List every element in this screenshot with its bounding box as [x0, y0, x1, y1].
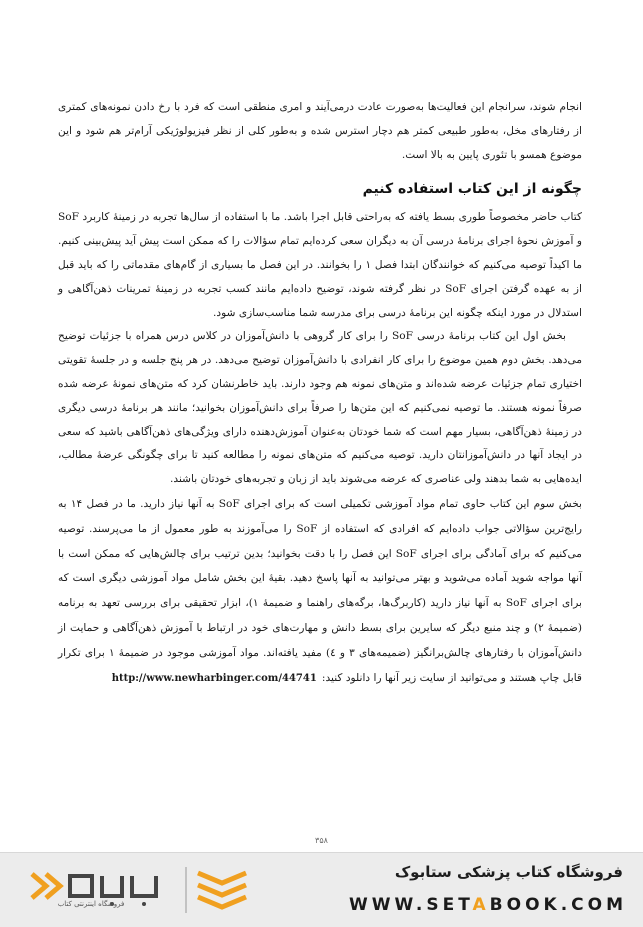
logo-tagline: فروشگاه اینترنتی کتاب: [57, 900, 125, 908]
page-content: [58, 96, 582, 690]
paragraph-part-three: بخش سوم این کتاب حاوی تمام مواد آموزشی تکمیلی است که برای اجرای SoF به آنها نیاز دارید. ما در فصل ۱۴ به رایج‌ترین سؤالاتی جواب داده‌ایم که افرادی که استفاده از SoF را می‌آموزند به طور معمول از ما می‌پرسند. توصیه می‌کنیم که برای آمادگی برای اجرای SoF این فصل را با دقت بخوانید؛ بدین ترتیب برای چالش‌هایی که ممکن است با آنها مواجه شوید آماده می‌شوید و بهتر می‌توانید به آنها پاسخ دهید. بقیهٔ این بخش شامل مواد آموزشی دیگری است که برای اجرای SoF به آنها نیاز دارید (کاربرگ‌ها، برگه‌های راهنما و ضمیمهٔ ۱)، ابزار تحقیقی برای بررسی تعهد به برنامه (ضمیمهٔ ۲) و چند منبع دیگر که سایرین برای بسط دانش و مهارت‌های خود در ارتباط با آموزش ذهن‌آگاهی و حمایت از دانش‌آموزان با رفتارهای چالش‌برانگیز (ضمیمه‌های ۳ و ٤) مفید یافته‌اند. مواد آموزشی موجود در ضمیمهٔ ۱ برای تکرار قابل چاپ هستند و می‌توانید از سایت زیر آنها را دانلود کنید:: [58, 497, 582, 684]
section-heading: چگونه از این کتاب استفاده کنیم: [362, 181, 582, 198]
store-url[interactable]: [349, 895, 627, 915]
page-number: ۳۵۸: [315, 836, 328, 845]
intro-paragraph: انجام شوند، سرانجام این فعالیت‌ها به‌صورت عادت درمی‌آیند و امری منطقی است که فرد با رخ دادن نمونه‌های کمتری از رفتارهای مخل، به‌طور طبیعی کمتر هم دچار استرس شده و به‌طور کلی از نظر فیزیولوژیکی آرام‌تر هم شود و این موضوع همسو با تئوری پایین به بالا است.: [58, 101, 582, 161]
store-footer-banner: [0, 852, 643, 927]
store-name: فروشگاه کتاب پزشکی ستابوک: [394, 863, 623, 881]
store-url-accent: A: [472, 895, 490, 915]
store-url-part-1: WWW.SET: [349, 895, 473, 915]
download-link[interactable]: http://www.newharbinger.com/44741: [111, 672, 317, 684]
paragraph-how-to-use: کتاب حاضر مخصوصاً طوری بسط یافته که به‌راحتی قابل اجرا باشد. ما با استفاده از سال‌ها تجربه در زمینهٔ کاربرد SoF و آموزش نحوهٔ اجرای برنامهٔ درسی آن به دیگران سعی کرده‌ایم تمام سؤالات را که ممکن است پیش آید پیش‌بینی کنیم. ما اکیداً توصیه می‌کنیم که خوانندگان ابتدا فصل ۱ را بخوانند. در این فصل ما بسیاری از گام‌های مقدماتی را که باید قبل از به عهده گرفتن اجرای SoF در نظر گرفته شوند، توضیح داده‌ایم مانند کسب تجربه در زمینهٔ تمرینات ذهن‌آگاهی و استدلال در مورد اینکه چگونه این برنامهٔ درسی برای مدرسه شما مناسب‌سازی شود.: [58, 211, 582, 319]
chevron-brand-icon: [184, 865, 250, 915]
store-url-part-2: BOOK.COM: [489, 895, 627, 915]
paragraph-part-one: بخش اول این کتاب برنامهٔ درسی SoF را برای کار گروهی با دانش‌آموزان در کلاس درس همراه با جزئیات توضیح می‌دهد. بخش دوم همین موضوع را برای کار انفرادی با دانش‌آموزان توضیح می‌دهد. در هر پنج جلسه و در جلسهٔ تقویتی اختیاری تمام جزئیات عرضه شده‌اند و متن‌های نمونه هم وجود دارند. باید خاطرنشان کرد که متن‌های نمونهٔ عرضه شده صرفاً نمونه هستند. ما توصیه نمی‌کنیم که این متن‌ها را صرفاً برای دانش‌آموزان بخوانید؛ مانند هر برنامهٔ درسی دیگری در زمینهٔ ذهن‌آگاهی، بسیار مهم است که شما خودتان به‌عنوان آموزش‌دهنده دارای ویژگی‌های ذهن‌آگاهی باشید که سعی در ایجاد آنها در دانش‌آموزانتان دارید. توصیه می‌کنیم که متن‌های نمونه را مطالعه کنید تا برای چگونگی عرضهٔ مطالب، ایده‌هایی به شما بدهند ولی عناصری که عرضه می‌شوند باید از زبان و تجربه‌های خودتان باشند.: [58, 330, 582, 486]
setabook-logo-icon: [26, 864, 176, 920]
